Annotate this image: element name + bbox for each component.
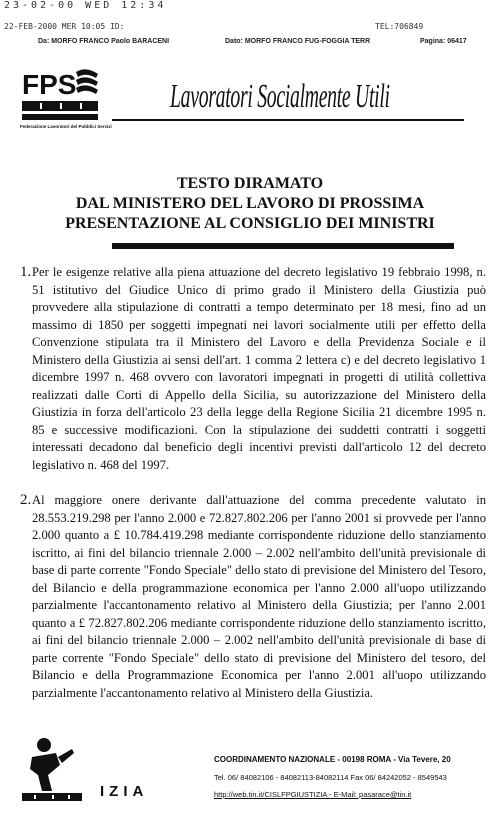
fax-sender: Da: MORFO FRANCO Paolo BARACENI xyxy=(38,38,170,45)
paragraph-2 xyxy=(20,492,486,702)
fax-transmission-line: 22-FEB-2000 MER 10:05 ID: xyxy=(4,22,125,31)
paragraph-text: Per le esigenze relative alla piena attuazione del decreto legislativo 19 febbraio 1998, n. 51 istitutivo del Giudice Unico di primo grado il Ministero della Giustizia può provvedere alla stipulazione di contratti a tempo determinato per 18 mesi, fino ad un massimo di 1850 per soggetti impegnati nei lavori socialmente utili per effetto della Convenzione stipulata tra il Ministero del Lavoro e della Previdenza Sociale e il Ministero della Giustizia ai sensi dell'art. 1 comma 2 lettera c) e del decreto legislativo 1 dicembre 1997 n. 468 ovvero con lavoratori impegnati in progetti di utilità collettiva realizzati dalle Corti di Appello della Sicilia, su autorizzazione del Ministero della Giustizia in forza dell'articolo 23 della legge della Regione Sicilia 21 dicembre 1995 n. 85 e successive modificazioni. Con la stipulazione dei suddetti contratti i soggetti interessati decadono dal beneficio degli incentivi previsti dall'articolo 12 del decreto legislativo n. 468 del 1997. xyxy=(32,265,486,472)
fax-timestamp-line: 23-02-00 WED 12:34 xyxy=(4,0,167,11)
footer-web-link[interactable]: http://web.tin.it/CISLFPGIUSTIZIA - E-Mail: pasarace@tin.it xyxy=(214,790,412,799)
fax-recipient: Dato: MORFO FRANCO FUG-FOGGIA TERR xyxy=(225,38,371,45)
banner-title: Lavoratori Socialmente Utili xyxy=(170,78,390,115)
fps-logo-text: FPS xyxy=(22,69,77,100)
fps-logo xyxy=(20,64,100,130)
paragraph-number: 2. xyxy=(20,492,32,508)
paragraph-text: Al maggiore onere derivante dall'attuazione del comma precedente valutato in 28.553.219.298 per l'anno 2.000 e 72.827.802.206 per l'anno 2001 si provvede per l'anno 2.000 quanto a £ 10.784.419.298 mediante corrispondente riduzione dello stanziamento iscritto, ai fini del bilancio triennale 2.000 – 2.002 nell'ambito dell'unità previsionale di base di parte corrente "Fondo Speciale" dello stato di previsione del Ministero del Tesoro, del Bilancio e della programmazione economica per l'anno 2.000 all'uopo utilizzando parzialmente l'accantonamento relativo al Ministero della Giustizia; per l'anno 2.001 quanto a £ 72.827.802.206 mediante corrispondente riduzione dello stanziamento iscritto, ai fini del bilancio triennale 2.000 – 2.002 nell'ambito dell'unità previsionale di base di parte corrente "Fondo Speciale" dello stato di previsione del Ministero del tesoro, del Bilancio e della Programmazione Economica per l'anno 2.001 all'uopo utilizzando parzialmente l'accantonamento relativo al Ministero della Giustizia. xyxy=(32,493,486,700)
title-line: PRESENTAZIONE AL CONSIGLIO DEI MINISTRI xyxy=(65,215,435,232)
title-line: TESTO DIRAMATO xyxy=(176,175,324,192)
banner-underline xyxy=(112,119,464,121)
paragraph-1 xyxy=(20,264,486,474)
footer-coordinamento: COORDINAMENTO NAZIONALE - 00198 ROMA - Via Tevere, 20 xyxy=(214,755,451,764)
document-title xyxy=(0,174,500,234)
footer-phone: Tel. 06/ 84082106 - 84082113-84082114 Fax 06/ 84242052 - 8549543 xyxy=(214,773,447,782)
fax-telephone: TEL:706849 xyxy=(375,22,424,31)
footer-logo xyxy=(22,735,82,805)
fax-page-number: Pagina: 06417 xyxy=(420,38,467,45)
title-rule xyxy=(112,243,454,249)
logo-subtitle: Federazione Lavoratori del Pubblici Servizi xyxy=(20,124,112,129)
footer-org-name: IZIA xyxy=(100,783,149,800)
paragraph-number: 1. xyxy=(20,264,32,280)
title-line: DAL MINISTERO DEL LAVORO DI PROSSIMA xyxy=(75,195,425,212)
